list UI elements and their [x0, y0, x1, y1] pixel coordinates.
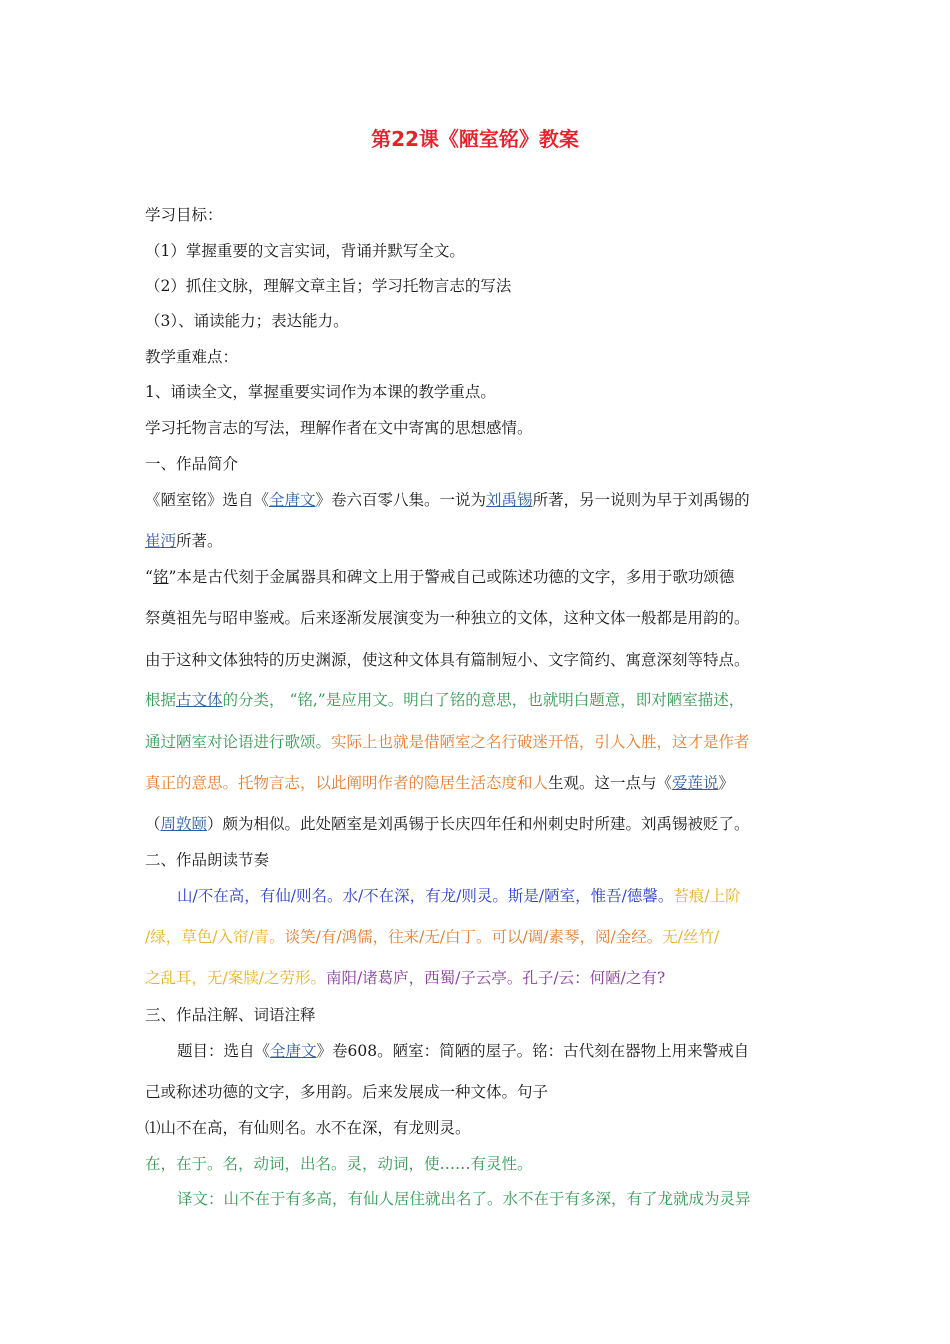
sentence-1-notes: 在，在于。名，动词，出名。灵，动词，使……有灵性。: [145, 1155, 533, 1173]
link-cuimian[interactable]: 崔沔: [145, 532, 177, 550]
rhythm-line2: /绿，草色/入帘/青。谈笑/有/鸿儒，往来/无/白丁。可以/调/素琴，阅/金经。无/丝竹/: [145, 928, 720, 946]
intro-p1-line2: 崔沔所著。: [145, 532, 223, 550]
page-title: 第22课《陋室铭》教案: [371, 127, 579, 151]
focus-1: 1、诵读全文，掌握重要实词作为本课的教学重点。: [145, 383, 496, 401]
link-liuyuxi[interactable]: 刘禹锡: [486, 491, 533, 509]
intro-p2-line1: “铭”本是古代刻于金属器具和碑文上用于警戒自己或陈述功德的文字，多用于歌功颂德: [145, 568, 735, 586]
objective-2: （2）抓住文脉，理解文章主旨；学习托物言志的写法: [145, 277, 512, 295]
sentence-1: ⑴山不在高，有仙则名。水不在深，有龙则灵。: [145, 1119, 471, 1137]
link-ailianshuo[interactable]: 爱莲说: [672, 774, 719, 792]
intro-heading: 一、作品简介: [145, 455, 239, 473]
rhythm-line3: 之乱耳，无/案牍/之劳形。南阳/诸葛庐，西蜀/子云亭。孔子/云：何陋/之有?: [145, 969, 666, 987]
intro-p3-line3: 真正的意思。托物言志，以此阐明作者的隐居生活态度和人生观。这一点与《爱莲说》: [145, 774, 735, 792]
rhythm-heading: 二、作品朗读节奏: [145, 851, 270, 869]
intro-p3-line2: 通过陋室对论语进行歌颂。实际上也就是借陋室之名行破迷开悟，引人入胜，这才是作者: [145, 733, 750, 751]
link-zhoudunyi[interactable]: 周敦颐: [160, 815, 208, 833]
focus-heading: 教学重难点：: [145, 348, 239, 366]
link-guwenti[interactable]: 古文体: [176, 691, 223, 709]
rhythm-line1: 山/不在高，有仙/则名。水/不在深，有龙/则灵。斯是/陋室，惟吾/德馨。苔痕/上阶: [177, 887, 741, 905]
objective-1: （1）掌握重要的文言实词，背诵并默写全文。: [145, 242, 465, 260]
notes-title-line2: 己或称述功德的文字，多用韵。后来发展成一种文体。句子: [145, 1083, 549, 1101]
intro-p1-line1: 《陋室铭》选自《全唐文》卷六百零八集。一说为刘禹锡所著，另一说则为早于刘禹锡的: [145, 491, 750, 509]
objective-3: （3）、诵读能力；表达能力。: [145, 312, 349, 330]
link-quantangwen[interactable]: 全唐文: [269, 491, 316, 509]
focus-2: 学习托物言志的写法，理解作者在文中寄寓的思想感情。: [145, 419, 533, 437]
sentence-1-translation: 译文：山不在于有多高，有仙人居住就出名了。水不在于有多深，有了龙就成为灵异: [177, 1190, 751, 1208]
intro-p2-line2: 祭奠祖先与昭申鉴戒。后来逐渐发展演变为一种独立的文体，这种文体一般都是用韵的。: [145, 609, 750, 627]
link-quantangwen-2[interactable]: 全唐文: [270, 1042, 317, 1060]
notes-title-line1: 题目：选自《全唐文》卷608。陋室：简陋的屋子。铭：古代刻在器物上用来警戒自: [177, 1042, 750, 1060]
intro-p3-line1: 根据古文体的分类， “铭,”是应用文。明白了铭的意思，也就明白题意，即对陋室描述，: [145, 691, 745, 709]
intro-p2-line3: 由于这种文体独特的历史渊源，使这种文体具有篇制短小、文字简约、寓意深刻等特点。: [145, 651, 750, 669]
objectives-heading: 学习目标：: [145, 206, 223, 224]
notes-heading: 三、作品注解、词语注释: [145, 1006, 316, 1024]
intro-p3-line4: （周敦颐）颇为相似。此处陋室是刘禹锡于长庆四年任和州刺史时所建。刘禹锡被贬了。: [145, 815, 750, 833]
